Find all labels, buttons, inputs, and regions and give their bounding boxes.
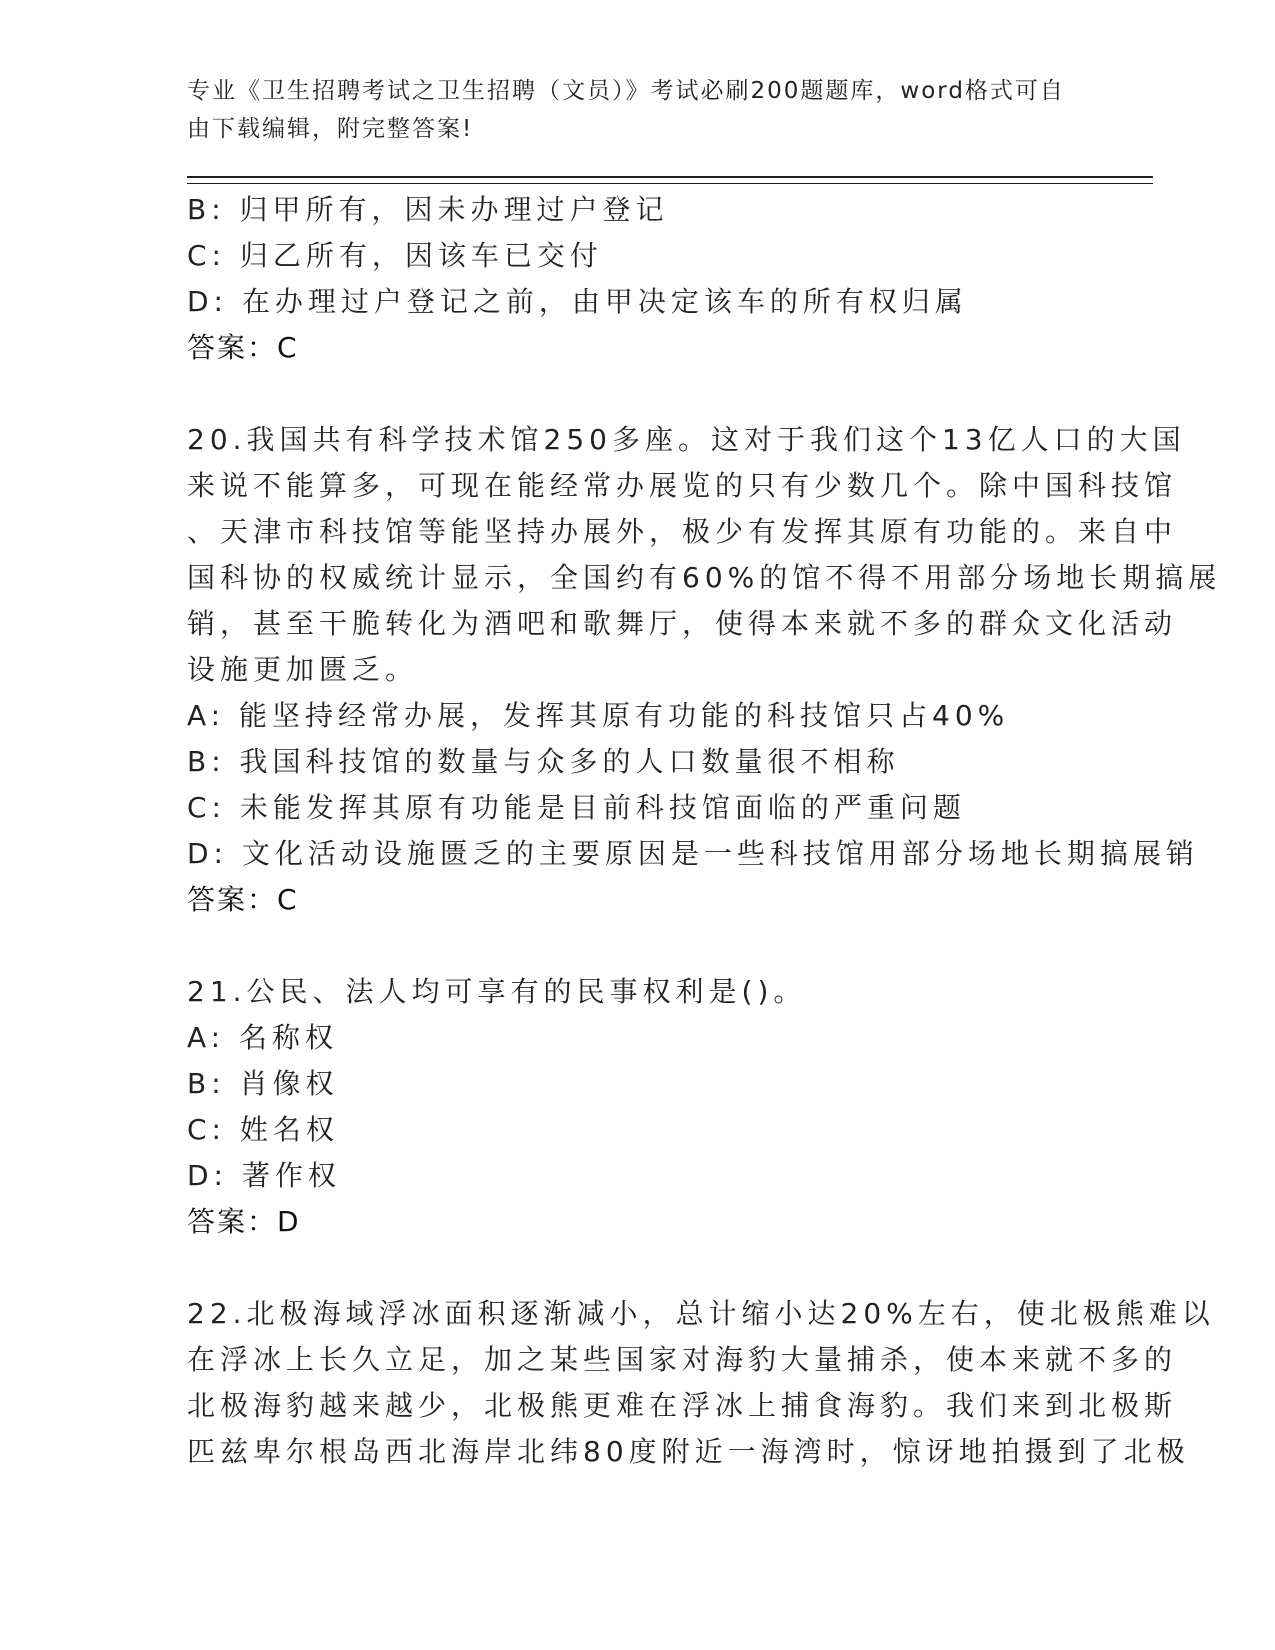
q20-stem-line: 销，甚至干脆转化为酒吧和歌舞厅，使得本来就不多的群众文化活动: [187, 607, 1178, 640]
q22-stem-line: 北极海豹越来越少，北极熊更难在浮冰上捕食海豹。我们来到北极斯: [187, 1389, 1178, 1422]
q20-option-c: C: 未能发挥其原有功能是目前科技馆面临的严重问题: [187, 791, 966, 824]
page-header: [187, 72, 1087, 148]
spacer: [187, 1245, 1087, 1291]
q20-option-a: A: 能坚持经常办展，发挥其原有功能的科技馆只占40%: [187, 699, 1010, 732]
q21-stem: 21.公民、法人均可享有的民事权利是()。: [187, 975, 807, 1008]
q20-stem-line: 20.我国共有科学技术馆250多座。这对于我们这个13亿人口的大国: [187, 423, 1186, 456]
q22-stem-line: 22.北极海域浮冰面积逐渐减小，总计缩小达20%左右，使北极熊难以: [187, 1297, 1215, 1330]
q19-option-b: B: 归甲所有，因未办理过户登记: [187, 193, 669, 226]
header-line-1: 专业《卫生招聘考试之卫生招聘（文员）》考试必刷200题题库，word格式可自: [187, 78, 1065, 104]
q20-option-b: B: 我国科技馆的数量与众多的人口数量很不相称: [187, 745, 900, 778]
header-line-2: 由下载编辑，附完整答案!: [187, 116, 474, 142]
q22-stem-line: 在浮冰上长久立足，加之某些国家对海豹大量捕杀，使本来就不多的: [187, 1343, 1178, 1376]
q21-option-b: B: 肖像权: [187, 1067, 339, 1100]
q19-answer: 答案：C: [187, 331, 299, 364]
q20-stem-line: 、天津市科技馆等能坚持办展外，极少有发挥其原有功能的。来自中: [187, 515, 1178, 548]
q20-stem-line: 国科协的权威统计显示，全国约有60%的馆不得不用部分场地长期搞展: [187, 561, 1222, 594]
q19-option-d: D: 在办理过户登记之前，由甲决定该车的所有权归属: [187, 285, 968, 318]
q21-option-c: C: 姓名权: [187, 1113, 339, 1146]
q22-stem-line: 匹兹卑尔根岛西北海岸北纬80度附近一海湾时，惊讶地拍摄到了北极: [187, 1435, 1190, 1468]
q21-option-d: D: 著作权: [187, 1159, 341, 1192]
question-content: [187, 187, 1222, 1475]
q20-answer: 答案：C: [187, 883, 299, 916]
spacer: [187, 923, 1087, 969]
header-divider: [187, 176, 1153, 184]
q20-option-d: D: 文化活动设施匮乏的主要原因是一些科技馆用部分场地长期搞展销: [187, 837, 1199, 870]
q19-option-c: C: 归乙所有，因该车已交付: [187, 239, 603, 272]
q21-option-a: A: 名称权: [187, 1021, 338, 1054]
q20-stem-line: 来说不能算多，可现在能经常办展览的只有少数几个。除中国科技馆: [187, 469, 1178, 502]
spacer: [187, 371, 1087, 417]
q20-stem-line: 设施更加匮乏。: [187, 653, 419, 686]
q21-answer: 答案：D: [187, 1205, 301, 1238]
